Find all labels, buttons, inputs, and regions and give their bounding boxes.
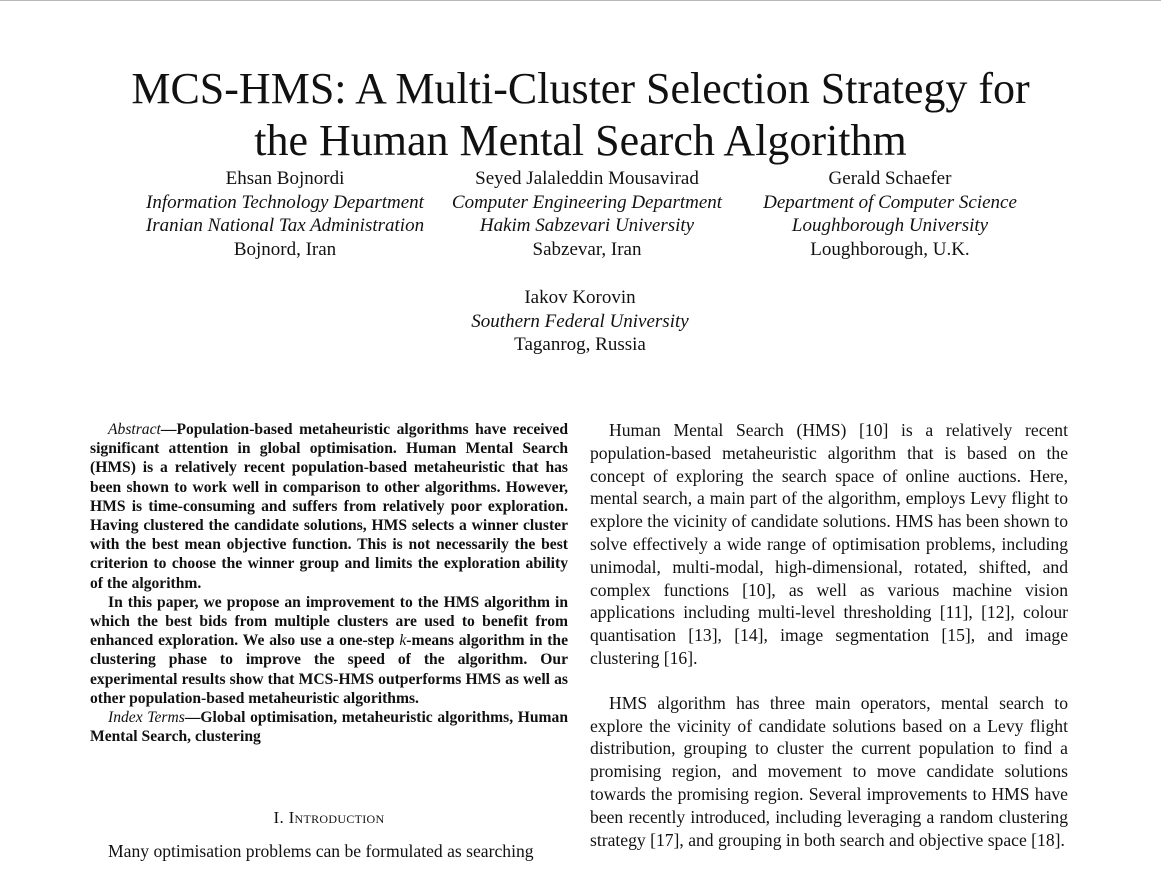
title-line-2: the Human Mental Search Algorithm <box>254 116 907 166</box>
abstract-paragraph-1 <box>90 420 568 593</box>
author-name: Seyed Jalaleddin Mousavirad <box>475 168 699 189</box>
paper-title <box>0 63 1161 167</box>
index-terms-label: Index Terms <box>108 709 185 727</box>
author-department: Computer Engineering Department <box>451 191 723 213</box>
right-column <box>590 419 1068 873</box>
author-organization: Loughborough University <box>791 215 989 236</box>
section-title: Introduction <box>288 808 385 827</box>
abstract-text-1: Population-based metaheuristic algorithms have received significant attention in global optimisation. Human Mental Search (HMS) is a relatively recent population-based metaheuristic that has been shown to work well in comparison to other algorithms. However, HMS is time-consuming and suffers from relatively poor exploration. Having clustered the candidate solutions, HMS selects a winner cluster with the best mean objective function. This is not necessarily the best criterion to choose the winner group and limits the exploration ability of the algorithm. <box>90 421 568 592</box>
abstract-paragraph-2 <box>90 593 568 708</box>
index-terms <box>90 708 568 746</box>
author-location: Taganrog, Russia <box>514 334 646 355</box>
author-block-3 <box>740 167 1040 261</box>
author-organization: Hakim Sabzevari University <box>479 215 695 236</box>
author-block-1 <box>100 167 470 261</box>
section-number: I. <box>273 808 289 827</box>
author-block-4 <box>430 286 730 357</box>
section-heading-introduction <box>90 808 568 828</box>
abstract <box>90 420 568 746</box>
abstract-text-2a: In this paper, we propose an improvement to the HMS algorithm in which the best bids from multiple clusters are used to benefit from enhanced exploration. We also use a one-step <box>90 593 568 650</box>
author-location: Sabzevar, Iran <box>532 238 642 260</box>
author-location: Loughborough, U.K. <box>810 238 970 260</box>
index-terms-dash: — <box>184 709 201 727</box>
author-name: Gerald Schaefer <box>828 168 952 189</box>
author-organization: Southern Federal University <box>471 310 689 332</box>
right-paragraph-1: Human Mental Search (HMS) [10] is a relatively recent population-based metaheuristic algorithm that is based on the concept of exploring the search space of online auctions. Here, mental search, a main part of the algorithm, employs Levy flight to explore the vicinity of candidate solutions. HMS has been shown to solve effectively a wide range of optimisation problems, including unimodal, multi-modal, high-dimensional, rotated, shifted, and complex functions [10], as well as various machine vision applications including multi-level thresholding [11], [12], colour quantisation [13], [14], image segmentation [15], and image clustering [16]. <box>590 420 1068 668</box>
introduction-text <box>90 840 568 863</box>
page-top-border <box>0 0 1161 1</box>
index-terms-text: Global optimisation, metaheuristic algorithms, Human Mental Search, clustering <box>90 709 568 746</box>
author-location: Bojnord, Iran <box>233 238 337 260</box>
author-block-2 <box>437 167 737 261</box>
right-paragraph-2: HMS algorithm has three main operators, mental search to explore the vicinity of candidate solutions based on a Levy flight distribution, grouping to cluster the current population to find a promising region, and movement to move candidate solutions towards the promising region. Several improvements to HMS have been recently introduced, including leveraging a random clustering strategy [17], and grouping in both search and objective space [18]. <box>590 692 1068 850</box>
author-name: Iakov Korovin <box>524 287 636 308</box>
title-line-1: MCS-HMS: A Multi-Cluster Selection Strategy for <box>131 64 1030 114</box>
abstract-text-2b: -means algorithm in the clustering phase to improve the speed of the algorithm. Our experimental results show that MCS-HMS outperforms HMS as well as other population-based metaheuristic algorithms. <box>90 632 568 707</box>
math-k: k <box>399 632 407 650</box>
author-name: Ehsan Bojnordi <box>225 168 345 189</box>
abstract-dash: — <box>160 421 177 438</box>
author-department: Information Technology Department <box>146 191 424 213</box>
author-organization: Iranian National Tax Administration <box>145 215 425 236</box>
intro-paragraph-1: Many optimisation problems can be formulated as searching <box>108 841 534 861</box>
author-department: Department of Computer Science <box>763 191 1017 213</box>
abstract-label: Abstract <box>108 421 161 438</box>
